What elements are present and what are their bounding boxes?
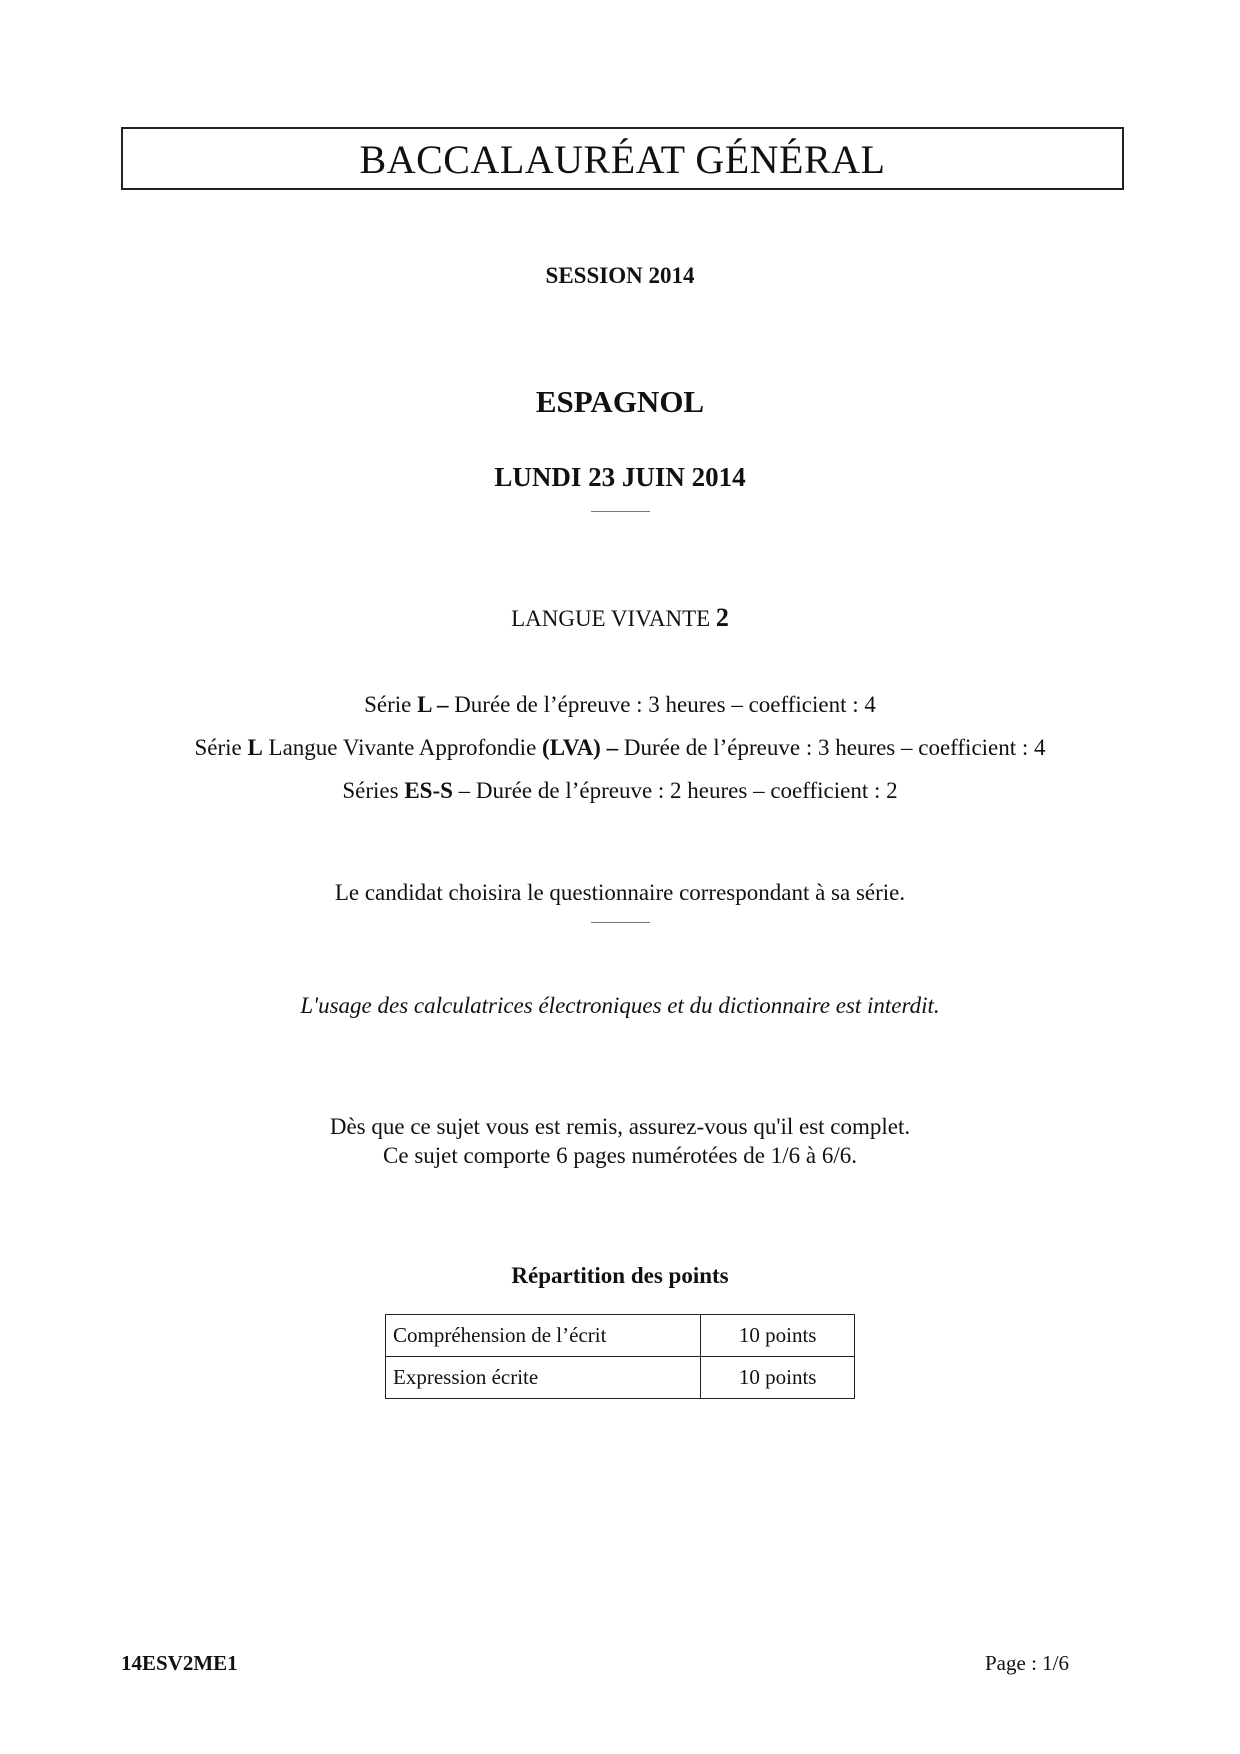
series-text: Série: [364, 692, 418, 717]
series-text-lva: Langue Vivante Approfondie: [262, 735, 543, 760]
points-table: [385, 1314, 855, 1399]
table-row: [386, 1315, 855, 1357]
series-code: L: [417, 692, 432, 717]
page-number: Page : 1/6: [985, 1651, 1069, 1675]
subject-title: ESPAGNOL: [535, 384, 705, 419]
series-line-es-s: [0, 778, 1240, 804]
questionnaire-choice-note: Le candidat choisira le questionnaire correspondant à sa série.: [334, 880, 906, 905]
session-label: SESSION 2014: [545, 263, 695, 288]
series-code: ES-S: [404, 778, 453, 803]
series-duration: Durée de l’épreuve : 3 heures – coefficient : 4: [454, 692, 876, 717]
divider-bottom: [591, 922, 650, 923]
language-level: [0, 603, 1240, 633]
points-table-title: Répartition des points: [511, 1263, 729, 1288]
series-duration: – Durée de l’épreuve : 2 heures – coefficient : 2: [452, 778, 898, 803]
exam-title-box: [121, 127, 1124, 190]
series-text: Séries: [342, 778, 405, 803]
calculator-rule: L'usage des calculatrices électroniques et du dictionnaire est interdit.: [300, 993, 940, 1018]
divider-top: [591, 511, 650, 512]
table-row: [386, 1357, 855, 1399]
points-value: 10 points: [701, 1357, 855, 1399]
series-dash: –: [431, 692, 455, 717]
series-code: L: [247, 735, 263, 760]
completeness-note: Dès que ce sujet vous est remis, assurez-vous qu'il est complet.: [329, 1114, 911, 1139]
exam-title: BACCALAURÉAT GÉNÉRAL: [359, 137, 886, 182]
series-code-lva: (LVA) –: [542, 735, 619, 760]
points-value: 10 points: [701, 1315, 855, 1357]
exam-date: LUNDI 23 JUIN 2014: [494, 462, 746, 492]
page-count-note: Ce sujet comporte 6 pages numérotées de 1/6 à 6/6.: [383, 1143, 857, 1168]
series-line-l: [0, 692, 1240, 718]
subject-code: 14ESV2ME1: [121, 1651, 238, 1675]
points-category: Expression écrite: [386, 1357, 701, 1399]
series-line-lva: [0, 735, 1240, 761]
points-category: Compréhension de l’écrit: [386, 1315, 701, 1357]
language-level-prefix: LANGUE VIVANTE: [511, 606, 716, 631]
series-duration: Durée de l’épreuve : 3 heures – coefficient : 4: [618, 735, 1046, 760]
language-level-number: 2: [715, 603, 729, 632]
series-text: Série: [194, 735, 248, 760]
